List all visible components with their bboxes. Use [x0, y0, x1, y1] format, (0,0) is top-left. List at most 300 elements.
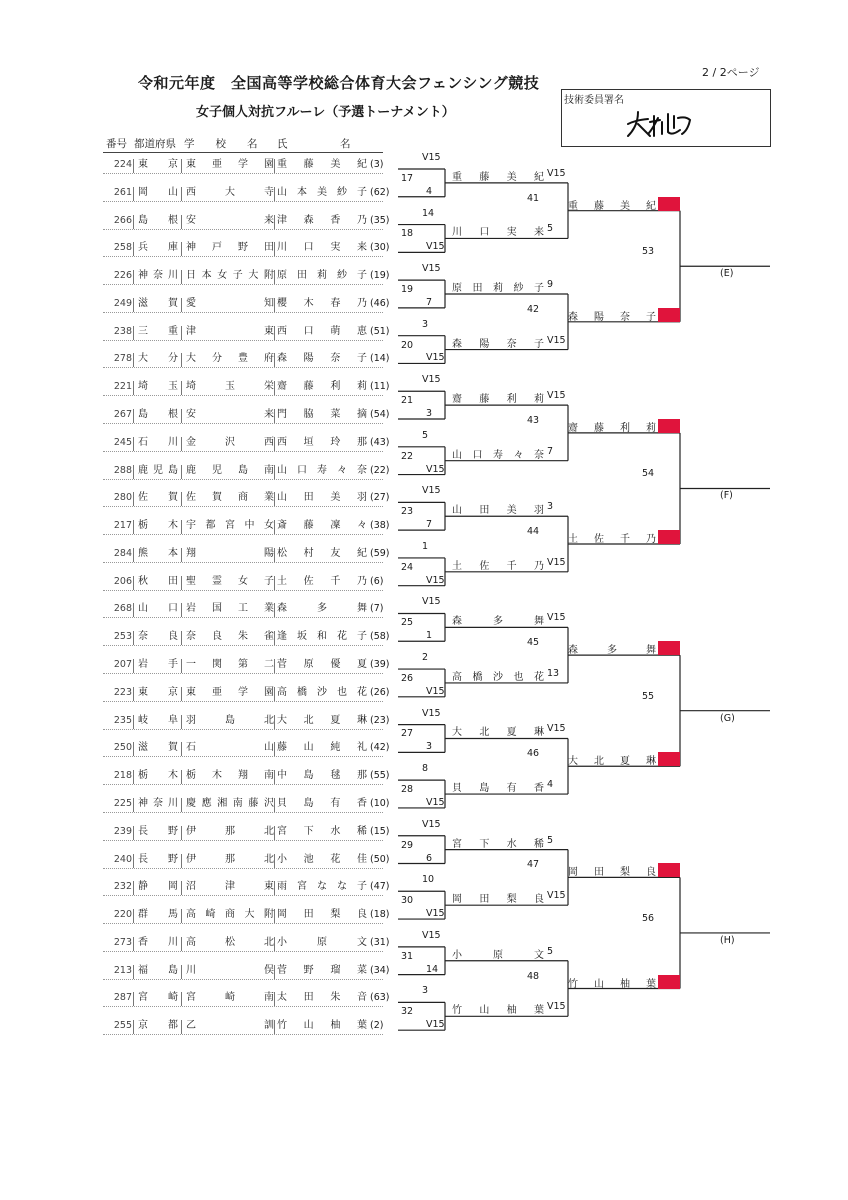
entry-name: 太田朱音	[277, 992, 367, 1004]
column-separator	[274, 603, 275, 617]
column-separator	[274, 576, 275, 590]
row-divider	[103, 645, 383, 646]
bout-number: 26	[401, 672, 414, 684]
bout-score-bottom: V15	[426, 574, 445, 586]
bout-score-bottom: V15	[426, 352, 445, 364]
entry-school: 翔陽	[186, 547, 274, 559]
entry-prefecture: 香川	[138, 936, 178, 948]
row-divider	[103, 895, 383, 896]
winner-name: 山田美羽	[452, 505, 544, 517]
row-divider	[103, 590, 383, 591]
column-separator	[274, 409, 275, 423]
entry-number: 250	[113, 742, 132, 754]
bout-number: 20	[401, 339, 414, 351]
row-divider	[103, 701, 383, 702]
winner-name: 森多舞	[452, 616, 544, 628]
bout-number: 24	[401, 561, 414, 573]
entry-number: 207	[113, 659, 132, 671]
row-divider	[103, 1006, 383, 1007]
entry-prefecture: 東京	[138, 686, 178, 698]
winner-name: 貝島有香	[452, 783, 544, 795]
entry-school: 宮崎南	[186, 992, 274, 1004]
column-separator	[133, 631, 134, 645]
bout-score-bottom: 3	[426, 408, 433, 420]
qualified-marker	[658, 752, 680, 766]
bout-score-top: V15	[422, 596, 441, 608]
entry-name: 高橋沙也花	[277, 686, 367, 698]
entry-seed: (27)	[370, 492, 390, 504]
column-separator	[133, 298, 134, 312]
entry-seed: (62)	[370, 186, 390, 198]
entry-seed: (7)	[370, 603, 384, 615]
bout-score-top: 3	[422, 985, 429, 997]
winner-score: V15	[547, 334, 566, 346]
entry-seed: (43)	[370, 436, 390, 448]
column-separator	[181, 576, 182, 590]
qualifier-name: 土佐千乃	[568, 534, 656, 546]
qualified-marker	[658, 975, 680, 989]
entry-prefecture: 鹿児島	[138, 464, 178, 476]
column-separator	[181, 548, 182, 562]
entry-seed: (54)	[370, 409, 390, 421]
entry-school: 愛知	[186, 297, 274, 309]
qualified-marker	[658, 308, 680, 322]
column-header-number: 番号	[106, 138, 127, 150]
entry-school: 神戸野田	[186, 242, 274, 254]
bout-score-top: V15	[422, 818, 441, 830]
entry-number: 225	[113, 797, 132, 809]
entry-school: 沼津東	[186, 881, 274, 893]
entry-number: 255	[113, 1020, 132, 1032]
column-separator	[133, 576, 134, 590]
qualifier-name: 重藤美紀	[568, 200, 656, 212]
column-separator	[181, 215, 182, 229]
bout-score-bottom: V15	[426, 241, 445, 253]
row-divider	[103, 395, 383, 396]
entry-number: 268	[113, 603, 132, 615]
entry-name: 小池花佳	[277, 853, 367, 865]
bout-score-top: 5	[422, 429, 429, 441]
column-separator	[133, 353, 134, 367]
entry-number: 206	[113, 575, 132, 587]
column-separator	[133, 854, 134, 868]
column-separator	[274, 353, 275, 367]
qualifier-name: 森多舞	[568, 645, 656, 657]
row-divider	[103, 312, 383, 313]
entry-seed: (34)	[370, 964, 390, 976]
column-separator	[133, 687, 134, 701]
column-separator	[274, 492, 275, 506]
entry-prefecture: 京都	[138, 1020, 178, 1032]
entry-prefecture: 秋田	[138, 575, 178, 587]
entry-name: 大北夏琳	[277, 714, 367, 726]
entry-school: 伊那北	[186, 825, 274, 837]
entry-seed: (47)	[370, 881, 390, 893]
bout-number: 19	[401, 284, 414, 295]
bout-number: 29	[401, 839, 414, 851]
entry-prefecture: 岩手	[138, 659, 178, 671]
column-separator	[181, 465, 182, 479]
column-separator	[274, 631, 275, 645]
bout-number: 42	[527, 303, 540, 315]
column-separator	[133, 909, 134, 923]
bout-number: 45	[527, 637, 540, 649]
entry-school: 東亜学園	[186, 686, 274, 698]
entry-name: 土佐千乃	[277, 575, 367, 587]
bout-number: 54	[642, 468, 655, 480]
winner-score: V15	[547, 890, 566, 902]
row-divider	[103, 923, 383, 924]
bout-number: 46	[527, 748, 540, 760]
bout-number: 18	[401, 228, 414, 240]
column-separator	[181, 326, 182, 340]
entry-name: 宮下水稀	[277, 825, 367, 837]
entry-number: 284	[113, 547, 132, 559]
column-separator	[274, 548, 275, 562]
column-separator	[133, 465, 134, 479]
column-separator	[133, 965, 134, 979]
winner-name: 岡田梨良	[452, 894, 544, 906]
qualifier-name: 岡田梨良	[568, 867, 656, 879]
column-separator	[274, 326, 275, 340]
row-divider	[103, 1034, 383, 1035]
signature-label: 技術委員署名	[564, 95, 624, 106]
winner-score: V15	[547, 612, 566, 624]
entry-seed: (19)	[370, 270, 390, 282]
row-divider	[103, 506, 383, 507]
column-separator	[133, 992, 134, 1006]
entry-seed: (15)	[370, 825, 390, 837]
bout-number: 27	[401, 728, 414, 740]
entry-name: 津森香乃	[277, 214, 367, 226]
column-header-prefecture: 都道府県	[134, 138, 176, 150]
qualified-marker	[658, 530, 680, 544]
qualified-marker	[658, 197, 680, 211]
entry-prefecture: 岡山	[138, 186, 178, 198]
entry-prefecture: 大分	[138, 353, 178, 365]
entry-school: 東亜学園	[186, 159, 274, 170]
row-divider	[103, 229, 383, 230]
column-separator	[181, 770, 182, 784]
entry-prefecture: 東京	[138, 159, 178, 170]
column-separator	[181, 409, 182, 423]
entry-prefecture: 石川	[138, 436, 178, 448]
winner-name: 土佐千乃	[452, 560, 544, 572]
winner-name: 竹山柚葉	[452, 1005, 544, 1017]
winner-score: 4	[547, 779, 554, 791]
column-separator	[133, 215, 134, 229]
entry-prefecture: 兵庫	[138, 242, 178, 254]
qualifier-name: 大北夏琳	[568, 756, 656, 768]
entry-number: 280	[113, 492, 132, 504]
entry-school: 石山	[186, 742, 274, 754]
column-separator	[133, 659, 134, 673]
entry-prefecture: 三重	[138, 325, 178, 337]
entry-name: 菅原優夏	[277, 659, 367, 671]
bout-score-top: 8	[422, 763, 429, 775]
bout-score-bottom: 4	[426, 185, 433, 197]
advance-label: (E)	[720, 268, 734, 280]
entry-seed: (58)	[370, 631, 390, 643]
column-separator	[274, 854, 275, 868]
winner-score: 5	[547, 223, 554, 235]
bout-score-bottom: V15	[426, 1019, 445, 1031]
entry-name: 竹山柚葉	[277, 1020, 367, 1032]
entry-prefecture: 奈良	[138, 631, 178, 643]
entry-prefecture: 佐賀	[138, 492, 178, 504]
winner-name: 川口実来	[452, 227, 544, 239]
column-separator	[133, 798, 134, 812]
entry-seed: (14)	[370, 353, 390, 365]
column-separator	[133, 492, 134, 506]
bout-number: 31	[401, 950, 414, 962]
page-number: 2 / 2ページ	[702, 66, 760, 79]
column-separator	[133, 326, 134, 340]
column-separator	[274, 992, 275, 1006]
column-separator	[133, 548, 134, 562]
column-header-school: 学 校 名	[184, 138, 258, 150]
column-separator	[181, 298, 182, 312]
qualifier-name: 竹山柚葉	[568, 978, 656, 990]
entry-name: 雨宮なな子	[277, 881, 367, 893]
bout-number: 17	[401, 172, 414, 184]
bout-score-bottom: 7	[426, 296, 433, 308]
entry-prefecture: 埼玉	[138, 381, 178, 393]
entry-school: 大分豊府	[186, 353, 274, 365]
entry-number: 223	[113, 686, 132, 698]
column-separator	[181, 687, 182, 701]
entry-number: 245	[113, 436, 132, 448]
row-divider	[103, 423, 383, 424]
entry-number: 238	[113, 325, 132, 337]
bout-number: 55	[642, 690, 655, 702]
column-separator	[274, 659, 275, 673]
column-separator	[133, 742, 134, 756]
row-divider	[103, 617, 383, 618]
row-divider	[103, 756, 383, 757]
entry-name: 西口萌恵	[277, 325, 367, 337]
entry-name: 櫻木春乃	[277, 297, 367, 309]
bout-score-top: V15	[422, 707, 441, 719]
entry-name: 山口寿々奈	[277, 464, 367, 476]
qualified-marker	[658, 419, 680, 433]
winner-score: 5	[547, 834, 554, 846]
entry-name: 貝島有香	[277, 797, 367, 809]
bout-number: 56	[642, 912, 655, 924]
entry-school: 慶應湘南藤沢	[186, 797, 274, 809]
entry-seed: (11)	[370, 381, 390, 393]
entry-number: 217	[113, 520, 132, 532]
column-separator	[274, 909, 275, 923]
entry-school: 栃木翔南	[186, 770, 274, 782]
winner-name: 大北夏琳	[452, 727, 544, 739]
winner-name: 森陽奈子	[452, 338, 544, 350]
column-separator	[181, 909, 182, 923]
column-separator	[274, 187, 275, 201]
row-divider	[103, 201, 383, 202]
row-divider	[103, 729, 383, 730]
entry-number: 221	[113, 381, 132, 393]
bout-score-top: 2	[422, 652, 429, 664]
column-separator	[181, 603, 182, 617]
column-separator	[181, 826, 182, 840]
entry-seed: (22)	[370, 464, 390, 476]
winner-score: V15	[547, 556, 566, 568]
entry-prefecture: 山口	[138, 603, 178, 615]
entry-school: 奈良朱雀	[186, 631, 274, 643]
entry-school: 乙訓	[186, 1020, 274, 1032]
entry-name: 逢坂和花子	[277, 631, 367, 643]
entry-school: 羽島北	[186, 714, 274, 726]
bout-number: 32	[401, 1006, 414, 1018]
entry-number: 273	[113, 936, 132, 948]
column-separator	[181, 381, 182, 395]
entry-number: 249	[113, 297, 132, 309]
column-separator	[274, 826, 275, 840]
row-divider	[103, 979, 383, 980]
entry-number: 287	[113, 992, 132, 1004]
column-separator	[274, 937, 275, 951]
entry-seed: (59)	[370, 547, 390, 559]
entry-name: 岡田梨良	[277, 909, 367, 921]
winner-name: 原田莉紗子	[452, 283, 544, 294]
entry-seed: (30)	[370, 242, 390, 254]
bout-number: 28	[401, 784, 414, 796]
column-separator	[181, 1020, 182, 1034]
entry-name: 藤山純礼	[277, 742, 367, 754]
column-separator	[181, 715, 182, 729]
entry-seed: (31)	[370, 936, 390, 948]
column-header-name: 氏 名	[277, 138, 351, 150]
column-separator	[133, 826, 134, 840]
row-divider	[103, 479, 383, 480]
column-separator	[274, 381, 275, 395]
entry-number: 220	[113, 909, 132, 921]
column-separator	[274, 1020, 275, 1034]
entry-school: 高崎商大附	[186, 909, 274, 921]
column-separator	[181, 854, 182, 868]
bout-number: 53	[642, 246, 655, 258]
signature-box	[561, 89, 771, 147]
entry-prefecture: 熊本	[138, 547, 178, 559]
entry-prefecture: 長野	[138, 825, 178, 837]
column-separator	[133, 715, 134, 729]
column-separator	[133, 270, 134, 284]
advance-label: (H)	[720, 934, 735, 946]
entry-number: 258	[113, 242, 132, 254]
bout-score-top: 10	[422, 874, 435, 886]
column-separator	[133, 603, 134, 617]
entry-prefecture: 神奈川	[138, 797, 178, 809]
qualifier-name: 森陽奈子	[568, 311, 656, 323]
entry-school: 埼玉栄	[186, 381, 274, 393]
column-separator	[274, 520, 275, 534]
entry-name: 小原文	[277, 936, 367, 948]
column-separator	[181, 187, 182, 201]
bout-score-bottom: V15	[426, 463, 445, 475]
entry-school: 佐賀商業	[186, 492, 274, 504]
column-separator	[181, 492, 182, 506]
bout-number: 23	[401, 506, 414, 518]
entry-name: 山本美紗子	[277, 186, 367, 198]
bout-number: 48	[527, 970, 540, 982]
row-divider	[103, 451, 383, 452]
entry-school: 高松北	[186, 936, 274, 948]
entry-seed: (26)	[370, 686, 390, 698]
column-separator	[133, 242, 134, 256]
winner-score: 13	[547, 667, 560, 679]
column-separator	[133, 437, 134, 451]
row-divider	[103, 868, 383, 869]
column-separator	[181, 159, 182, 173]
column-separator	[274, 798, 275, 812]
entry-seed: (6)	[370, 575, 384, 587]
entry-prefecture: 栃木	[138, 770, 178, 782]
entry-name: 原田莉紗子	[277, 270, 367, 282]
column-separator	[274, 270, 275, 284]
entry-seed: (2)	[370, 1020, 384, 1032]
entry-number: 278	[113, 353, 132, 365]
column-separator	[133, 381, 134, 395]
row-divider	[103, 173, 383, 174]
entry-seed: (46)	[370, 297, 390, 309]
entry-school: 日本女子大附	[186, 270, 274, 282]
handwritten-signature	[622, 104, 702, 140]
entry-name: 中島毬那	[277, 770, 367, 782]
entry-school: 安来	[186, 214, 274, 226]
column-separator	[274, 742, 275, 756]
winner-name: 山口寿々奈	[452, 449, 544, 461]
winner-score: 3	[547, 501, 554, 513]
entry-school: 聖霊女子	[186, 575, 274, 587]
bout-score-bottom: 3	[426, 741, 433, 753]
winner-name: 重藤美紀	[452, 171, 544, 183]
entry-name: 松村友紀	[277, 547, 367, 559]
qualified-marker	[658, 641, 680, 655]
row-divider	[103, 951, 383, 952]
column-separator	[181, 437, 182, 451]
entry-school: 鹿児島南	[186, 464, 274, 476]
entry-seed: (35)	[370, 214, 390, 226]
column-separator	[274, 965, 275, 979]
row-divider	[103, 340, 383, 341]
column-separator	[181, 937, 182, 951]
winner-name: 宮下水稀	[452, 838, 544, 850]
advance-label: (G)	[720, 712, 735, 724]
entry-number: 226	[113, 270, 132, 282]
winner-name: 高橋沙也花	[452, 671, 544, 683]
bout-score-top: V15	[422, 374, 441, 386]
entry-seed: (23)	[370, 714, 390, 726]
winner-score: 5	[547, 945, 554, 957]
entry-prefecture: 島根	[138, 214, 178, 226]
entry-prefecture: 宮崎	[138, 992, 178, 1004]
entry-seed: (3)	[370, 159, 384, 170]
entry-seed: (10)	[370, 797, 390, 809]
entry-name: 西垣玲那	[277, 436, 367, 448]
entry-school: 伊那北	[186, 853, 274, 865]
entry-seed: (18)	[370, 909, 390, 921]
entry-prefecture: 群馬	[138, 909, 178, 921]
bout-score-top: V15	[422, 152, 441, 163]
row-divider	[103, 812, 383, 813]
winner-name: 小原文	[452, 949, 544, 961]
entry-number: 218	[113, 770, 132, 782]
page-subtitle: 女子個人対抗フルーレ（予選トーナメント）	[196, 105, 455, 120]
entry-school: 金沢西	[186, 436, 274, 448]
entry-seed: (51)	[370, 325, 390, 337]
bout-score-top: 3	[422, 318, 429, 330]
